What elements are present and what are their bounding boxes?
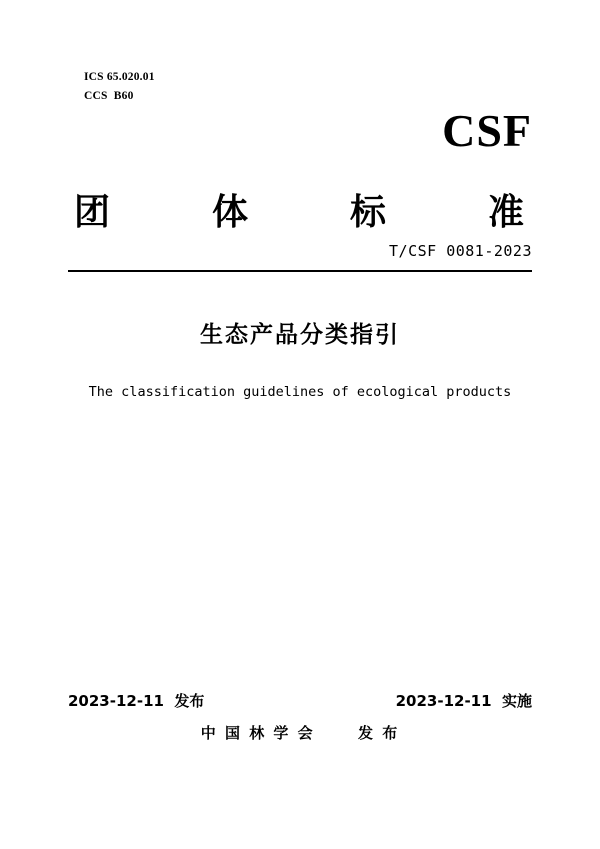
series-title <box>74 184 524 235</box>
issuing-organization: 中 国 林 学 会 发 布 <box>200 724 400 742</box>
series-char-1: 团 <box>74 192 111 233</box>
cover-content <box>68 0 532 849</box>
series-char-4: 准 <box>487 192 524 233</box>
csf-logo: CSF <box>442 105 532 156</box>
header-divider <box>68 270 532 272</box>
page-title: 生态产品分类指引 <box>200 322 400 348</box>
series-char-3: 标 <box>349 192 386 233</box>
ccs-code: CCS B60 <box>84 90 134 102</box>
footer-dates <box>68 690 532 711</box>
ics-code: ICS 65.020.01 <box>84 71 155 83</box>
series-char-2: 体 <box>211 192 248 233</box>
page-subtitle-english: The classification guidelines of ecological products <box>88 384 512 400</box>
issue-date: 2023-12-11 发布 <box>68 692 205 710</box>
implementation-date: 2023-12-11 实施 <box>395 692 532 710</box>
standard-number: T/CSF 0081-2023 <box>389 242 532 260</box>
ics-block <box>84 68 155 106</box>
